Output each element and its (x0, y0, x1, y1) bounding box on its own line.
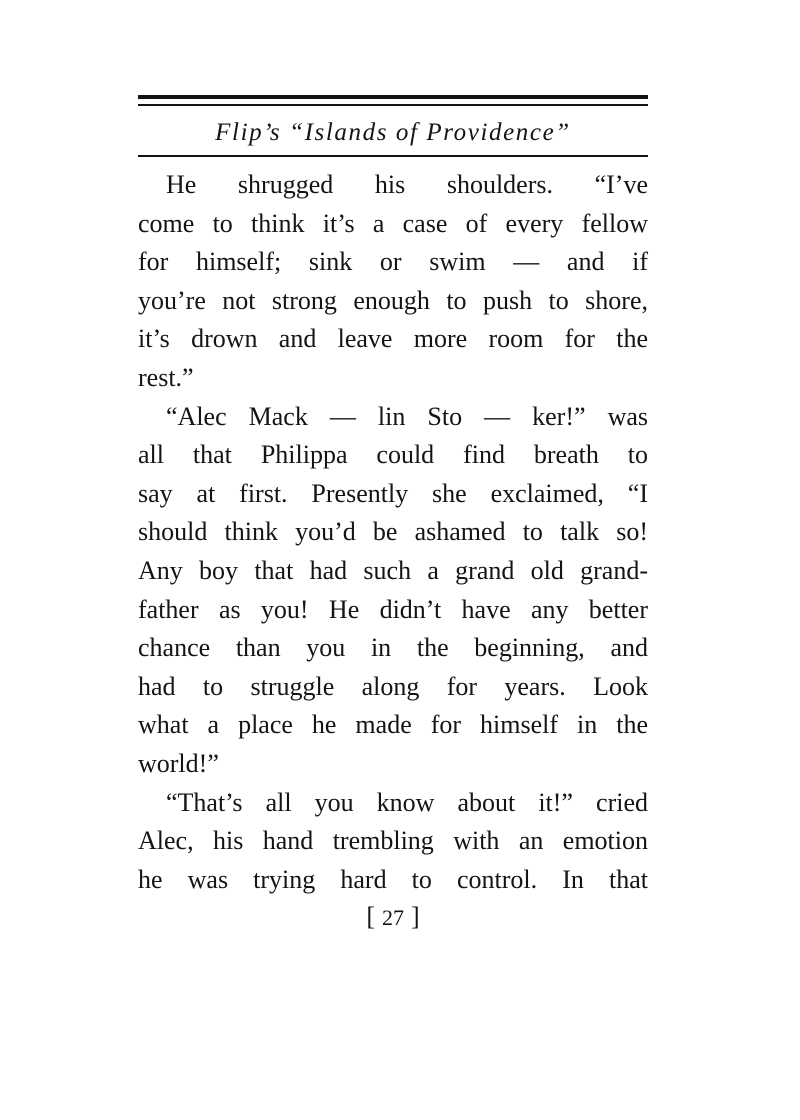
text-line: Alec, his hand trembling with an emotion (138, 826, 648, 856)
text-line: “Alec Mack — lin Sto — ker!” was (166, 401, 648, 431)
text-line: say at first. Presently she exclaimed, “I (138, 478, 648, 508)
header-bottom-rule (138, 155, 648, 157)
text-line: “That’s all you know about it!” cried (166, 787, 648, 817)
text-line: all that Philippa could find breath to (138, 440, 648, 470)
folio-number: 27 (382, 905, 404, 930)
header-thin-rule (138, 104, 648, 106)
running-head: Flip’s “Islands of Providence” (215, 119, 571, 146)
text-line: he was trying hard to control. In that (138, 864, 648, 894)
text-line: He shrugged his shoulders. “I’ve (166, 170, 648, 199)
text-line: what a place he made for himself in the (138, 710, 648, 740)
text-line: it’s drown and leave more room for the (138, 324, 648, 354)
text-line: Any boy that had such a grand old grand- (138, 555, 648, 585)
page-number (138, 897, 648, 938)
text-line: rest.” (138, 362, 194, 392)
text-line: for himself; sink or swim — and if (138, 247, 648, 277)
header-thick-rule (138, 95, 648, 99)
text-line: world!” (138, 748, 219, 778)
text-line: you’re not strong enough to push to shore, (138, 285, 648, 315)
text-line: should think you’d be ashamed to talk so! (138, 517, 648, 547)
text-line: father as you! He didn’t have any better (138, 594, 648, 624)
text-line: had to struggle along for years. Look (138, 671, 648, 701)
folio-bracket-open: [ (366, 902, 375, 931)
folio-bracket-close: ] (411, 902, 420, 931)
text-line: chance than you in the beginning, and (138, 633, 648, 663)
body-text (138, 166, 648, 899)
text-line: come to think it’s a case of every fellow (138, 208, 648, 238)
